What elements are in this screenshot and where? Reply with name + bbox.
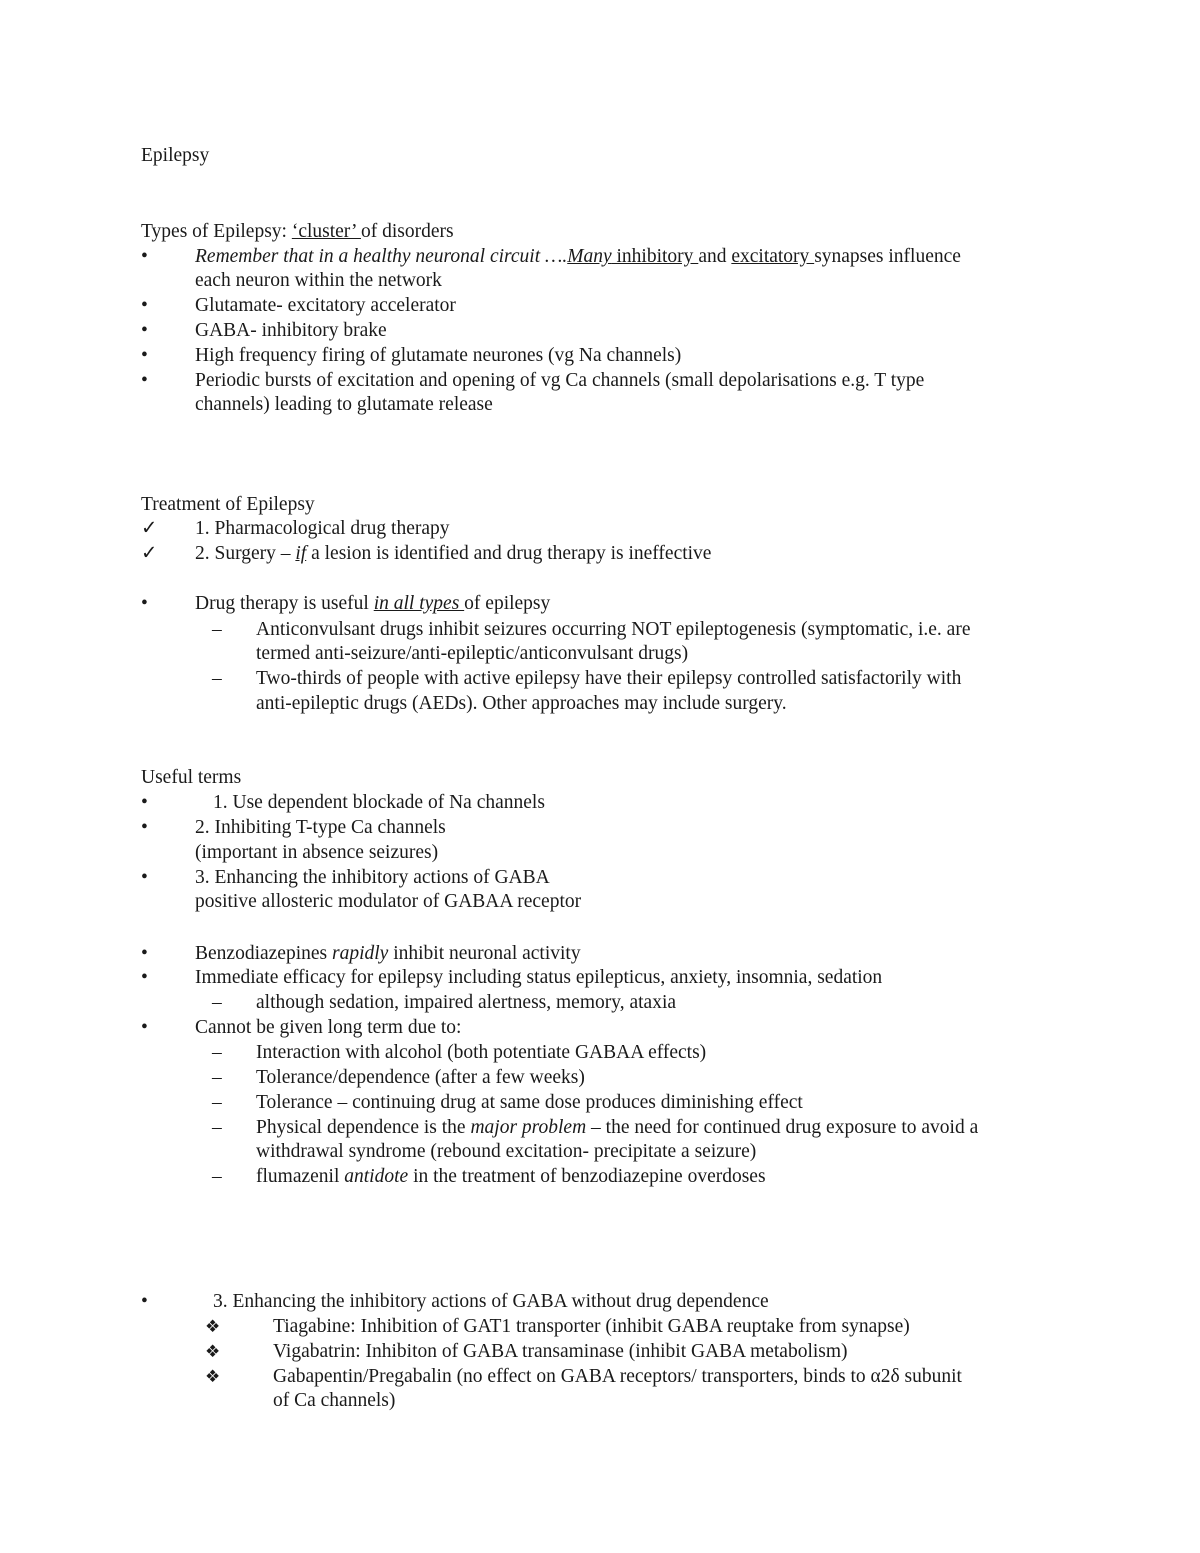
types-heading-post: of disorders (360, 221, 454, 242)
treatment-useful-term: in all types (373, 593, 465, 614)
benzo-item-3: Cannot be given long term due to: (195, 1017, 462, 1038)
terms-item-1: 1. Use dependent blockade of Na channels (213, 792, 545, 813)
treatment-check-2 (195, 541, 711, 566)
checkmark-icon: ✓ (141, 543, 158, 564)
bullet-icon: • (141, 295, 148, 316)
treatment-sub-2-line2: anti-epileptic drugs (AEDs). Other approaches may include surgery. (256, 693, 787, 714)
treatment-check-1: 1. Pharmacological drug therapy (195, 518, 450, 539)
terms-item-3-line2: positive allosteric modulator of GABAA receptor (195, 891, 582, 912)
dash-icon: – (212, 1117, 222, 1138)
dash-icon: – (212, 1092, 222, 1113)
types-item-1 (195, 244, 961, 269)
treatment-useful-post: of epilepsy (464, 593, 551, 614)
types-item-1-rest: synapses influence (814, 246, 961, 267)
benzo-sub-3: Tolerance – continuing drug at same dose produces diminishing effect (256, 1092, 803, 1113)
gaba-item-2: Vigabatrin: Inhibiton of GABA transaminase (inhibit GABA metabolism) (273, 1341, 848, 1362)
document-title: Epilepsy (141, 145, 210, 166)
bullet-icon: • (141, 967, 148, 988)
treatment-check-2-if: if (295, 543, 307, 564)
gaba-item-3-line2: of Ca channels) (273, 1390, 396, 1411)
types-item-1-line2: each neuron within the network (195, 270, 442, 291)
terms-item-2: 2. Inhibiting T-type Ca channels (195, 817, 446, 838)
bullet-icon: • (141, 1017, 148, 1038)
benzo-item-1-italic: rapidly (332, 943, 389, 964)
types-item-1-and: and (698, 246, 732, 267)
treatment-check-2-post: a lesion is identified and drug therapy is ineffective (306, 543, 712, 564)
treatment-check-2-pre: 2. Surgery – (195, 543, 296, 564)
treatment-sub-2: Two-thirds of people with active epilepsy have their epilepsy controlled satisfactorily with (256, 668, 962, 689)
types-item-1-inhibitory: inhibitory (611, 246, 699, 267)
types-item-1-italic: Remember that in a healthy neuronal circuit …. (195, 246, 568, 267)
bullet-icon: • (141, 246, 148, 267)
benzo-sub-5-italic: antidote (344, 1166, 409, 1187)
benzo-sub-4 (256, 1115, 978, 1140)
terms-item-3: 3. Enhancing the inhibitory actions of GABA (195, 867, 550, 888)
dash-icon: – (212, 1042, 222, 1063)
benzo-item-2: Immediate efficacy for epilepsy including status epilepticus, anxiety, insomnia, sedation (195, 967, 883, 988)
benzo-sub-5-post: in the treatment of benzodiazepine overdoses (408, 1166, 766, 1187)
terms-item-2-line2: (important in absence seizures) (195, 842, 439, 863)
types-heading (141, 219, 454, 244)
types-item-5-line2: channels) leading to glutamate release (195, 394, 493, 415)
dash-icon: – (212, 992, 222, 1013)
dash-icon: – (212, 1166, 222, 1187)
bullet-icon: • (141, 593, 148, 614)
types-item-2: Glutamate- excitatory accelerator (195, 295, 456, 316)
benzo-item-1 (195, 941, 581, 966)
checkmark-icon: ✓ (141, 518, 158, 539)
treatment-heading: Treatment of Epilepsy (141, 494, 315, 515)
treatment-sub-1-line2: termed anti-seizure/anti-epileptic/anticonvulsant drugs) (256, 643, 689, 664)
gaba-heading: 3. Enhancing the inhibitory actions of GABA without drug dependence (213, 1291, 769, 1312)
bullet-icon: • (141, 345, 148, 366)
bullet-icon: • (141, 817, 148, 838)
benzo-sub-2: Tolerance/dependence (after a few weeks) (256, 1067, 585, 1088)
terms-heading: Useful terms (141, 767, 242, 788)
benzo-sub-5 (256, 1164, 766, 1189)
types-item-4: High frequency firing of glutamate neurones (vg Na channels) (195, 345, 682, 366)
bullet-icon: • (141, 370, 148, 391)
gaba-item-3: Gabapentin/Pregabalin (no effect on GABA receptors/ transporters, binds to α2δ subunit (273, 1366, 962, 1387)
types-item-1-many: Many (567, 246, 612, 267)
types-heading-term: ‘cluster’ (291, 221, 361, 242)
bullet-icon: • (141, 792, 148, 813)
diamond-bullet-icon: ❖ (205, 1342, 221, 1361)
gaba-item-1: Tiagabine: Inhibition of GAT1 transporter (inhibit GABA reuptake from synapse) (273, 1316, 910, 1337)
benzo-sub-4-line2: withdrawal syndrome (rebound excitation- precipitate a seizure) (256, 1141, 757, 1162)
diamond-bullet-icon: ❖ (205, 1367, 221, 1386)
benzo-sub-4-pre: Physical dependence is the (256, 1117, 471, 1138)
types-item-1-excitatory: excitatory (731, 246, 815, 267)
bullet-icon: • (141, 867, 148, 888)
treatment-useful (195, 591, 550, 616)
treatment-sub-1: Anticonvulsant drugs inhibit seizures occurring NOT epileptogenesis (symptomatic, i.e. are (256, 619, 971, 640)
types-heading-text: Types of Epilepsy: (141, 221, 292, 242)
diamond-bullet-icon: ❖ (205, 1317, 221, 1336)
benzo-item-1-post: inhibit neuronal activity (388, 943, 581, 964)
dash-icon: – (212, 1067, 222, 1088)
types-item-3: GABA- inhibitory brake (195, 320, 387, 341)
benzo-sub-4-italic: major problem (470, 1117, 587, 1138)
bullet-icon: • (141, 943, 148, 964)
dash-icon: – (212, 619, 222, 640)
benzo-item-1-pre: Benzodiazepines (195, 943, 332, 964)
bullet-icon: • (141, 320, 148, 341)
benzo-sub-5-pre: flumazenil (256, 1166, 345, 1187)
types-item-5: Periodic bursts of excitation and opening of vg Ca channels (small depolarisations e.g. T type (195, 370, 925, 391)
benzo-sub-1: Interaction with alcohol (both potentiate GABAA effects) (256, 1042, 707, 1063)
benzo-item-2-sub: although sedation, impaired alertness, memory, ataxia (256, 992, 677, 1013)
benzo-sub-4-post: – the need for continued drug exposure to avoid a (586, 1117, 979, 1138)
treatment-useful-pre: Drug therapy is useful (195, 593, 374, 614)
dash-icon: – (212, 668, 222, 689)
bullet-icon: • (141, 1291, 148, 1312)
